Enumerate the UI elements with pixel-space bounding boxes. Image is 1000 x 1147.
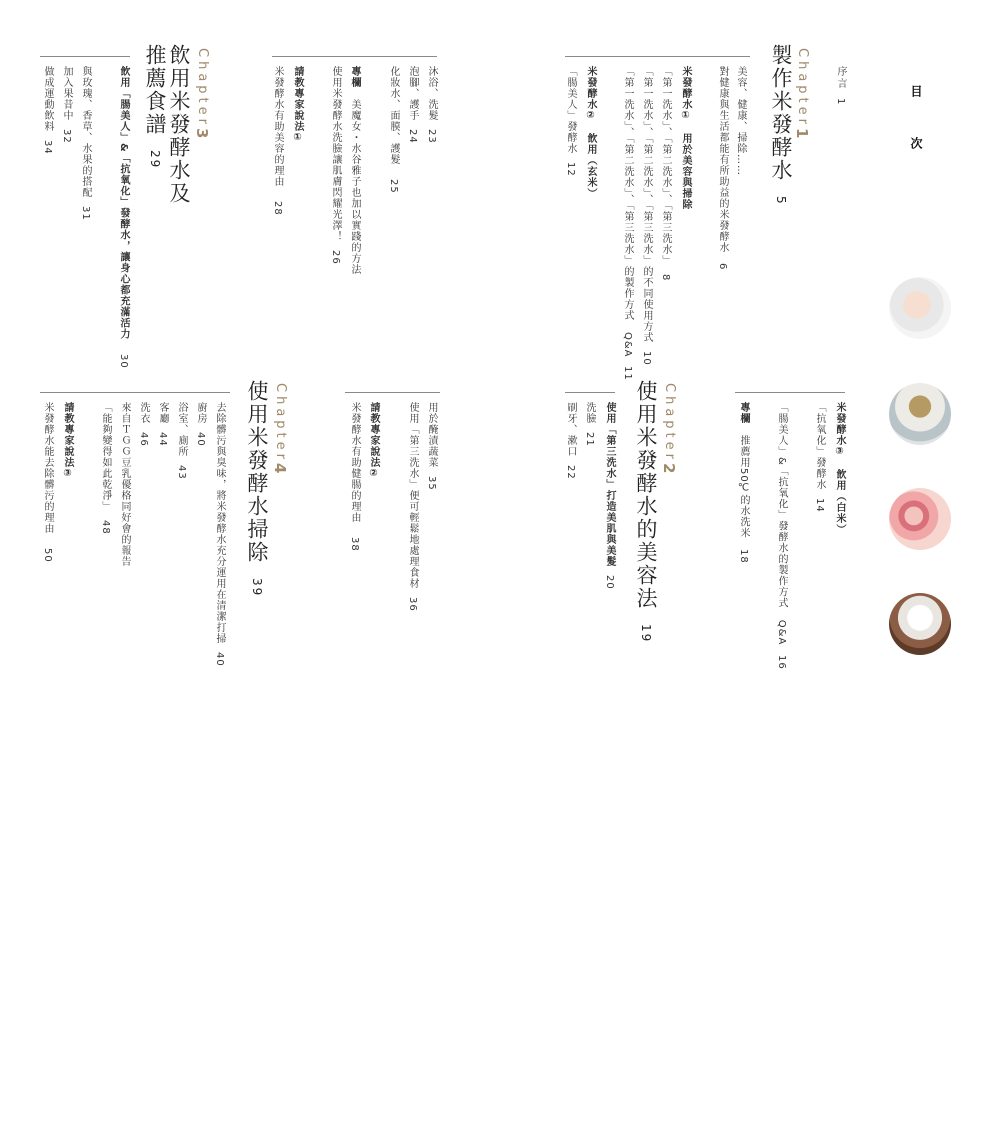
ch3-entry-3[interactable]: 做成運動飲料34	[42, 66, 53, 155]
ch1-heading-2[interactable]: 米發酵水② 飲用（玄米）	[585, 66, 596, 199]
rice-jar-photo	[889, 383, 951, 445]
ch2-column[interactable]: 專欄 美魔女・水谷雅子也加以實踐的方法	[349, 66, 360, 275]
ch2-entry-3[interactable]: 沐浴、洗髮23	[426, 66, 437, 144]
chapter-2-label: Chapter2	[660, 383, 678, 478]
chapter-2-rule-right	[565, 392, 615, 393]
ch1-heading-1[interactable]: 米發酵水① 用於美容與掃除	[680, 66, 691, 210]
ch4-entry-8[interactable]: 米發酵水能去除髒污的理由50	[42, 402, 53, 563]
ch3-entry-5[interactable]: 使用「第三洗水」便可輕鬆地處理食材36	[407, 402, 418, 612]
ch2-entry-1[interactable]: 洗臉21	[584, 402, 595, 447]
ch4-entry-2[interactable]: 廚房40	[195, 402, 206, 447]
chapter-3-page: 29	[148, 150, 162, 170]
ch4-entry-1[interactable]: 去除髒污與臭味，將米發酵水充分運用在清潔打掃40	[214, 402, 225, 667]
ch3-entry-1[interactable]: 與玫瑰、香草、水果的搭配31	[80, 66, 91, 221]
ch4-expert[interactable]: 請教專家說法③	[62, 402, 73, 480]
chapter-1-label: Chapter1	[793, 48, 811, 143]
ch2-heading-1[interactable]: 使用「第三洗水」打造美肌與美髮20	[604, 402, 615, 590]
ch2-entry-2[interactable]: 刷牙、漱口22	[565, 402, 576, 480]
ch3-expert[interactable]: 請教專家說法②	[368, 402, 379, 480]
preface-entry[interactable]	[833, 66, 848, 106]
ch3-entry-4[interactable]: 用於醃漬蔬菜35	[426, 402, 437, 491]
chapter-4-label: Chapter4	[271, 383, 289, 478]
chapter-4-title[interactable]: 使用米發酵水掃除39	[245, 380, 269, 598]
rose-petals-hands-photo	[889, 488, 951, 550]
chapter-3-title[interactable]: 飲用米發酵水及 推薦食譜29	[143, 44, 191, 205]
chapter-1-rule-bottom	[735, 392, 845, 393]
chapter-1-rule-top	[565, 56, 750, 57]
ch2-entry-5[interactable]: 化妝水、面膜、護髮25	[388, 66, 399, 194]
ch2-entry-4[interactable]: 泡腳、護手24	[407, 66, 418, 144]
ch4-entry-3[interactable]: 浴室、廁所43	[176, 402, 187, 480]
chapter-2-rule-left	[272, 56, 437, 57]
chapter-2-title[interactable]: 使用米發酵水的美容法19	[634, 380, 658, 644]
ch1-entry-7[interactable]: 「抗氧化」發酵水14	[814, 402, 825, 513]
chapter-4-page: 39	[250, 578, 264, 598]
ch1-entry-3[interactable]: 「第一洗水」、「第二洗水」、「第三洗水」8	[660, 66, 671, 282]
chapter-1-page: 5	[774, 196, 788, 206]
toc-title: 目 次	[909, 85, 923, 163]
woman-face-photo	[889, 277, 951, 339]
chapter-3-rule-bottom	[345, 392, 440, 393]
ch1-column[interactable]: 專欄 推薦用50℃的水洗米18	[738, 402, 749, 564]
ch2-entry-6[interactable]: 使用米發酵水洗臉讓肌膚閃耀光澤！26	[330, 66, 341, 265]
preface-label: 序言	[835, 66, 846, 90]
chapter-2-page: 19	[639, 624, 653, 644]
ch4-entry-4[interactable]: 客廳44	[157, 402, 168, 447]
ch1-entry-4[interactable]: 「第一洗水」、「第二洗水」、「第三洗水」的不同使用方式10	[641, 66, 652, 366]
preface-page: 1	[835, 98, 846, 107]
ch1-entry-8[interactable]: 「腸美人」&「抗氧化」發酵水的製作方式 Q&A16	[776, 402, 787, 671]
ch1-entry-5[interactable]: 「第一洗水」、「第二洗水」、「第三洗水」的製作方式 Q&A11	[622, 66, 633, 381]
ch1-entry-6[interactable]: 「腸美人」發酵水12	[565, 66, 576, 177]
chapter-3-rule-top	[40, 56, 130, 57]
chapter-3-label: Chapter3	[193, 48, 211, 143]
ch3-heading-1[interactable]: 飲用「腸美人」&「抗氧化」發酵水，讓身心都充滿活力30	[118, 66, 129, 369]
chapter-4-rule	[40, 392, 230, 393]
ch4-entry-6[interactable]: 來自ＴＧＧ豆乳優格同好會的報告	[119, 402, 130, 567]
ch1-entry-2[interactable]: 對健康與生活都能有所助益的米發酵水6	[717, 66, 728, 271]
ch2-expert[interactable]: 請教專家說法①	[292, 66, 303, 144]
ch4-entry-5[interactable]: 洗衣46	[138, 402, 149, 447]
glass-of-rice-water-photo	[889, 593, 951, 655]
ch2-entry-7[interactable]: 米發酵水有助美容的理由28	[272, 66, 283, 216]
ch1-heading-3[interactable]: 米發酵水③ 飲用（白米）	[834, 402, 845, 535]
ch3-entry-6[interactable]: 米發酵水有助健腸的理由38	[349, 402, 360, 552]
ch4-entry-7[interactable]: 「能夠變得如此乾淨」48	[100, 402, 111, 535]
ch1-entry-1[interactable]: 美容、健康、掃除……	[735, 66, 746, 176]
chapter-1-title[interactable]: 製作米發酵水5	[769, 44, 793, 206]
ch3-entry-2[interactable]: 加入果昔中32	[61, 66, 72, 144]
